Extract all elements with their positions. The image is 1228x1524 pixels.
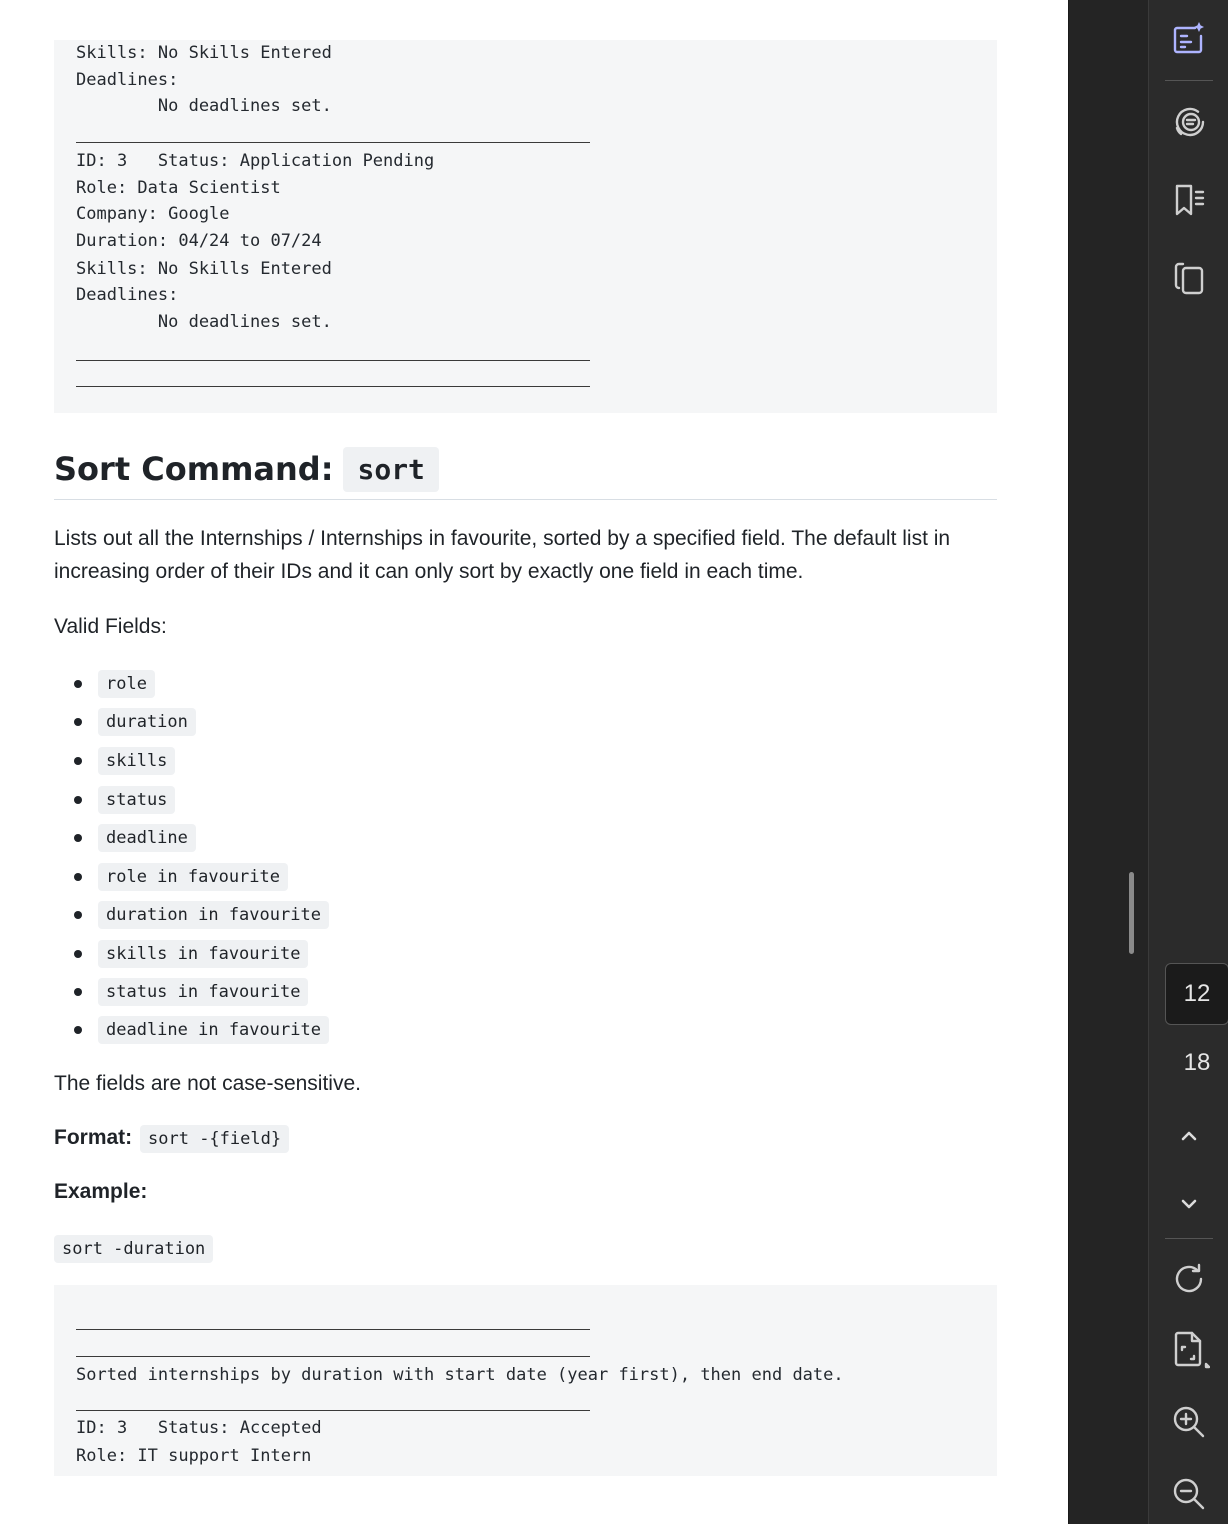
field-code: duration in favourite <box>98 901 329 929</box>
heading-code: sort <box>343 447 438 492</box>
code-line: ID: 3 Status: Application Pending <box>76 151 435 171</box>
code-line: Skills: No Skills Entered <box>76 259 332 279</box>
field-code: deadline <box>98 824 196 852</box>
bullet-dot <box>74 873 82 881</box>
example-row <box>54 1235 213 1263</box>
page-total: 18 <box>1183 1049 1211 1076</box>
bullet-dot <box>74 718 82 726</box>
format-row <box>54 1125 289 1153</box>
code-line: Role: IT support Intern <box>76 1446 312 1466</box>
list-item <box>54 977 308 1007</box>
rotate-icon[interactable] <box>1165 1255 1213 1303</box>
example-label: Example: <box>54 1180 148 1203</box>
field-code: deadline in favourite <box>98 1016 329 1044</box>
divider-rule <box>76 386 590 387</box>
list-item <box>54 707 196 737</box>
page-number-input[interactable]: 12 <box>1165 963 1228 1025</box>
copy-pages-icon[interactable] <box>1165 254 1213 302</box>
field-code: role <box>98 670 155 698</box>
comment-search-icon[interactable] <box>1165 98 1213 146</box>
bullet-dot <box>74 1026 82 1034</box>
code-line: Duration: 04/24 to 07/24 <box>76 231 322 251</box>
divider-rule <box>76 142 590 143</box>
zoom-out-icon[interactable] <box>1165 1470 1213 1518</box>
ai-edit-icon[interactable] <box>1165 14 1213 62</box>
field-code: role in favourite <box>98 863 288 891</box>
code-line: Deadlines: <box>76 70 179 90</box>
page-fit-icon[interactable] <box>1165 1325 1213 1373</box>
separator <box>1165 1238 1213 1239</box>
bullet-dot <box>74 950 82 958</box>
viewer-sidebar <box>1148 0 1228 1524</box>
list-item <box>54 785 175 815</box>
chevron-down-icon[interactable] <box>1165 1180 1213 1228</box>
bullet-dot <box>74 834 82 842</box>
bullet-dot <box>74 988 82 996</box>
chevron-up-icon[interactable] <box>1165 1112 1213 1160</box>
divider-rule <box>76 1410 590 1411</box>
code-line: Deadlines: <box>76 285 179 305</box>
code-line: ID: 3 Status: Accepted <box>76 1418 322 1438</box>
list-item <box>54 939 308 969</box>
format-label: Format: <box>54 1126 133 1149</box>
list-item <box>54 746 175 776</box>
format-code: sort -{field} <box>140 1125 289 1153</box>
case-note: The fields are not case-sensitive. <box>54 1072 361 1095</box>
bullet-dot <box>74 796 82 804</box>
heading-underline <box>54 499 997 500</box>
bookmark-list-icon[interactable] <box>1165 176 1213 224</box>
code-line: Sorted internships by duration with start date (year first), then end date. <box>76 1365 844 1385</box>
field-code: status <box>98 786 175 814</box>
code-line: Company: Google <box>76 204 230 224</box>
list-item <box>54 669 155 699</box>
bullet-dot <box>74 911 82 919</box>
valid-fields-label: Valid Fields: <box>54 615 167 638</box>
zoom-in-icon[interactable] <box>1165 1398 1213 1446</box>
code-line: Skills: No Skills Entered <box>76 43 332 63</box>
divider-rule <box>76 1329 590 1330</box>
list-item <box>54 900 329 930</box>
list-item <box>54 1015 329 1045</box>
section-heading <box>54 443 439 495</box>
scrollbar-thumb[interactable] <box>1129 872 1134 954</box>
field-code: skills <box>98 747 175 775</box>
heading-text: Sort Command: <box>54 450 334 488</box>
example-code: sort -duration <box>54 1235 213 1263</box>
code-line: No deadlines set. <box>76 96 332 116</box>
field-code: skills in favourite <box>98 940 308 968</box>
description-paragraph: Lists out all the Internships / Internships in favourite, sorted by a specified field. The default list in increasing order of their IDs and it can only sort by exactly one field in each time. <box>54 527 951 583</box>
bullet-dot <box>74 680 82 688</box>
scrollbar-track[interactable] <box>1068 0 1148 1524</box>
list-item <box>54 862 288 892</box>
code-line: Role: Data Scientist <box>76 178 281 198</box>
divider-rule <box>76 360 590 361</box>
separator <box>1165 80 1213 81</box>
list-item <box>54 823 196 853</box>
field-code: duration <box>98 708 196 736</box>
code-line: No deadlines set. <box>76 312 332 332</box>
divider-rule <box>76 1356 590 1357</box>
field-code: status in favourite <box>98 978 308 1006</box>
bullet-dot <box>74 757 82 765</box>
